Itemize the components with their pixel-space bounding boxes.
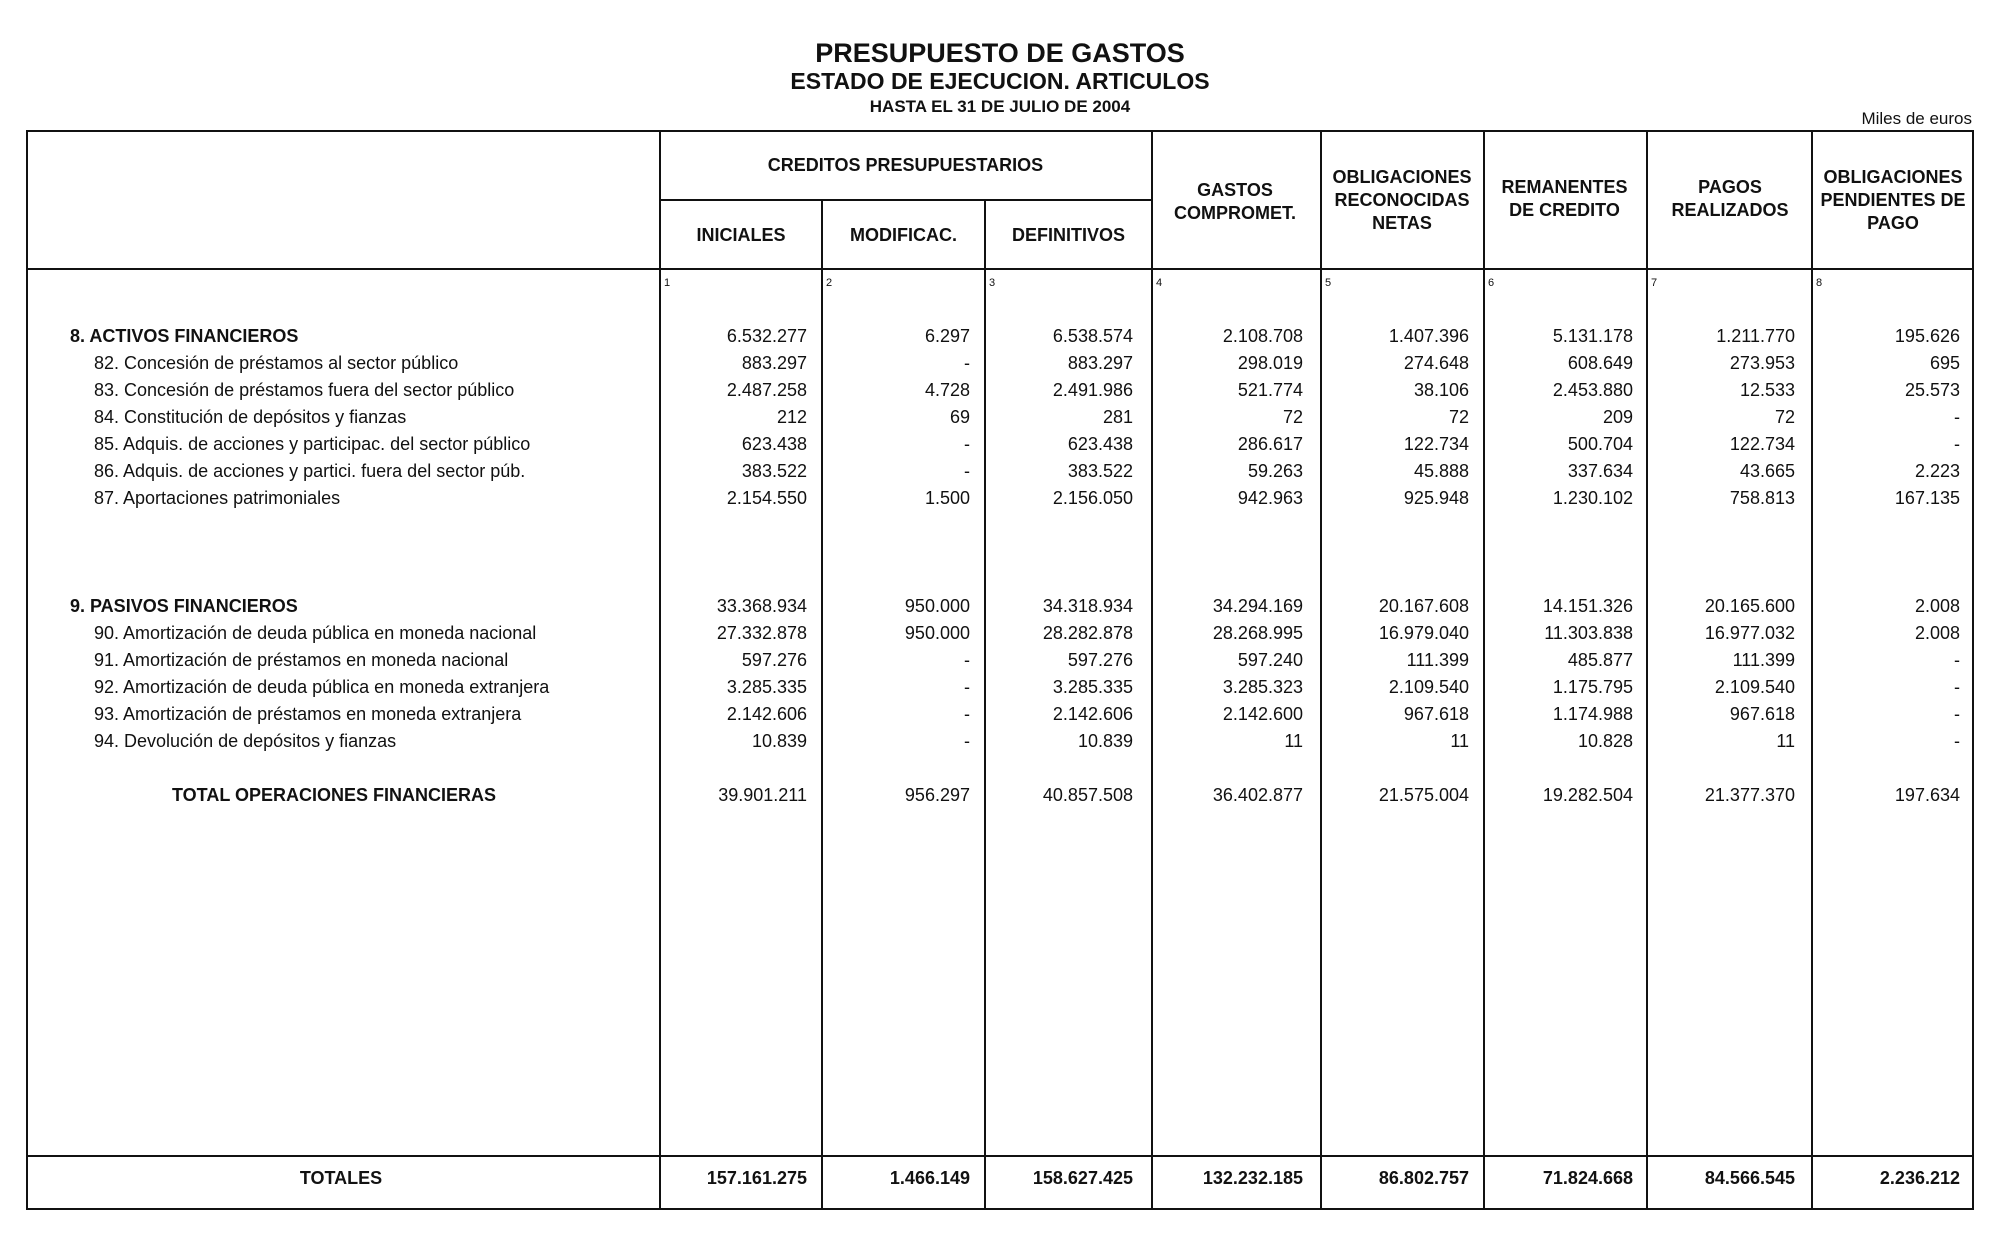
- table-row: [26, 326, 1974, 353]
- units-label: Miles de euros: [1861, 109, 1972, 128]
- row-value: 212: [776, 407, 807, 427]
- row-value: 883.297: [741, 353, 807, 373]
- row-label: 93. Amortización de préstamos en moneda extranjera: [94, 704, 522, 724]
- row-value: 2.142.606: [726, 704, 807, 724]
- row-value: 597.276: [1067, 650, 1133, 670]
- group-header-rule: [660, 199, 1152, 201]
- row-value: 2.008: [1914, 596, 1960, 616]
- row-value: 34.294.169: [1212, 596, 1303, 616]
- period-label: HASTA EL 31 DE JULIO DE 2004: [869, 97, 1131, 116]
- row-value: 11: [1776, 731, 1795, 751]
- row-value: 2.142.600: [1222, 704, 1303, 724]
- totals-value: 71.824.668: [1542, 1168, 1633, 1188]
- table-row: [26, 353, 1974, 380]
- row-value: 695: [1929, 353, 1960, 373]
- row-label: 90. Amortización de deuda pública en moneda nacional: [94, 623, 537, 643]
- row-value: 337.634: [1567, 461, 1633, 481]
- row-label: 94. Devolución de depósitos y fianzas: [94, 731, 397, 751]
- row-label: 82. Concesión de préstamos al sector público: [94, 353, 459, 373]
- column-number: 3: [989, 277, 996, 289]
- row-value: 1.230.102: [1552, 488, 1633, 508]
- table-row: [26, 731, 1974, 758]
- totals-top-rule: [26, 1155, 1974, 1157]
- row-value: 12.533: [1739, 380, 1795, 400]
- row-value: 597.240: [1237, 650, 1303, 670]
- row-value: 33.368.934: [716, 596, 807, 616]
- row-value: 758.813: [1729, 488, 1795, 508]
- row-value: 21.377.370: [1704, 785, 1795, 805]
- row-value: 167.135: [1894, 488, 1960, 508]
- row-value: 72: [1774, 407, 1795, 427]
- row-value: 950.000: [904, 596, 970, 616]
- row-value: 883.297: [1067, 353, 1133, 373]
- totals-value: 1.466.149: [889, 1168, 970, 1188]
- row-value: 298.019: [1237, 353, 1303, 373]
- row-value: -: [1954, 677, 1960, 697]
- column-number: 8: [1816, 277, 1823, 289]
- row-label: 9. PASIVOS FINANCIEROS: [70, 596, 298, 616]
- row-value: 43.665: [1739, 461, 1795, 481]
- table-row: [26, 704, 1974, 731]
- row-value: 28.282.878: [1042, 623, 1133, 643]
- row-value: 274.648: [1403, 353, 1469, 373]
- row-value: 6.297: [924, 326, 970, 346]
- row-value: 59.263: [1247, 461, 1303, 481]
- row-value: 485.877: [1567, 650, 1633, 670]
- row-value: 11.303.838: [1544, 623, 1633, 643]
- header-iniciales: INICIALES: [696, 224, 786, 245]
- row-value: 1.407.396: [1388, 326, 1469, 346]
- row-value: 36.402.877: [1212, 785, 1303, 805]
- row-value: -: [1954, 731, 1960, 751]
- header-modificac: MODIFICAC.: [850, 224, 957, 245]
- row-label: 87. Aportaciones patrimoniales: [94, 488, 341, 508]
- row-value: -: [1954, 407, 1960, 427]
- row-value: -: [964, 434, 970, 454]
- header-obligaciones-pendientes: OBLIGACIONES PENDIENTES DE PAGO: [1820, 166, 1966, 233]
- row-label: 86. Adquis. de acciones y partici. fuera del sector púb.: [94, 461, 526, 481]
- table-row: [26, 650, 1974, 677]
- row-value: 500.704: [1567, 434, 1633, 454]
- row-label: 84. Constitución de depósitos y fianzas: [94, 407, 407, 427]
- table-row: [26, 623, 1974, 650]
- row-value: 2.491.986: [1052, 380, 1133, 400]
- row-value: 2.008: [1914, 623, 1960, 643]
- row-value: -: [1954, 650, 1960, 670]
- row-value: 1.211.770: [1716, 326, 1795, 346]
- row-value: 38.106: [1413, 380, 1469, 400]
- row-value: 4.728: [924, 380, 970, 400]
- row-value: 40.857.508: [1042, 785, 1133, 805]
- row-value: 72: [1448, 407, 1469, 427]
- row-value: 10.839: [1077, 731, 1133, 751]
- row-value: 967.618: [1729, 704, 1795, 724]
- header-obligaciones-reconocidas: OBLIGACIONES RECONOCIDAS NETAS: [1332, 166, 1472, 233]
- row-value: 20.167.608: [1378, 596, 1469, 616]
- table-row: [26, 785, 1974, 812]
- totals-label: TOTALES: [299, 1168, 383, 1188]
- row-value: 195.626: [1894, 326, 1960, 346]
- row-value: 967.618: [1403, 704, 1469, 724]
- row-value: 19.282.504: [1542, 785, 1633, 805]
- row-value: -: [964, 731, 970, 751]
- page-title: PRESUPUESTO DE GASTOS: [815, 38, 1185, 68]
- totals-value: 157.161.275: [706, 1168, 807, 1188]
- row-value: 2.223: [1914, 461, 1960, 481]
- row-value: 2.487.258: [726, 380, 807, 400]
- row-value: 21.575.004: [1378, 785, 1469, 805]
- row-value: 2.156.050: [1052, 488, 1133, 508]
- row-value: 197.634: [1894, 785, 1960, 805]
- row-value: 956.297: [904, 785, 970, 805]
- table-row: [26, 434, 1974, 461]
- table-row: [26, 677, 1974, 704]
- row-value: -: [1954, 434, 1960, 454]
- table-row: [26, 407, 1974, 434]
- row-value: 925.948: [1403, 488, 1469, 508]
- row-value: 27.332.878: [716, 623, 807, 643]
- row-value: 5.131.178: [1552, 326, 1633, 346]
- row-value: 6.532.277: [726, 326, 807, 346]
- totals-value: 132.232.185: [1202, 1168, 1303, 1188]
- row-value: -: [1954, 704, 1960, 724]
- row-value: 111.399: [1732, 650, 1795, 670]
- row-value: 383.522: [741, 461, 807, 481]
- row-value: 281: [1102, 407, 1133, 427]
- row-value: 209: [1602, 407, 1633, 427]
- row-value: 2.109.540: [1714, 677, 1795, 697]
- header-remanentes-credito: REMANENTES DE CREDITO: [1501, 177, 1628, 220]
- row-value: 45.888: [1413, 461, 1469, 481]
- row-value: 16.977.032: [1704, 623, 1795, 643]
- column-number: 7: [1651, 277, 1658, 289]
- row-value: 10.828: [1577, 731, 1633, 751]
- row-value: -: [964, 461, 970, 481]
- row-value: 2.154.550: [726, 488, 807, 508]
- row-value: 72: [1282, 407, 1303, 427]
- column-number: 2: [826, 277, 833, 289]
- column-number: 5: [1325, 277, 1332, 289]
- header-definitivos: DEFINITIVOS: [1011, 224, 1125, 245]
- header-gastos-compromet: GASTOS COMPROMET.: [1173, 180, 1296, 223]
- row-value: 122.734: [1729, 434, 1795, 454]
- row-value: 1.175.795: [1552, 677, 1633, 697]
- row-value: -: [964, 677, 970, 697]
- row-value: 6.538.574: [1052, 326, 1133, 346]
- table-row: [26, 461, 1974, 488]
- row-value: 122.734: [1403, 434, 1469, 454]
- row-label: 8. ACTIVOS FINANCIEROS: [70, 326, 299, 346]
- row-label: 91. Amortización de préstamos en moneda nacional: [94, 650, 509, 670]
- row-value: 286.617: [1237, 434, 1303, 454]
- row-value: 14.151.326: [1542, 596, 1633, 616]
- row-value: 11: [1450, 731, 1469, 751]
- row-value: 3.285.335: [726, 677, 807, 697]
- row-value: 3.285.335: [1052, 677, 1133, 697]
- totals-value: 2.236.212: [1879, 1168, 1960, 1188]
- row-value: 608.649: [1567, 353, 1633, 373]
- row-label: TOTAL OPERACIONES FINANCIERAS: [172, 785, 497, 805]
- row-value: 950.000: [904, 623, 970, 643]
- table-row: [26, 380, 1974, 407]
- row-value: -: [964, 704, 970, 724]
- row-value: 28.268.995: [1212, 623, 1303, 643]
- table-row: [26, 596, 1974, 623]
- table-row: [26, 488, 1974, 515]
- row-value: 623.438: [1067, 434, 1133, 454]
- row-value: 2.142.606: [1052, 704, 1133, 724]
- row-value: -: [964, 650, 970, 670]
- row-value: 1.174.988: [1552, 704, 1633, 724]
- totals-value: 158.627.425: [1032, 1168, 1133, 1188]
- column-number: 6: [1488, 277, 1495, 289]
- row-value: 16.979.040: [1378, 623, 1469, 643]
- row-value: 383.522: [1067, 461, 1133, 481]
- row-value: -: [964, 353, 970, 373]
- row-value: 25.573: [1904, 380, 1960, 400]
- row-label: 83. Concesión de préstamos fuera del sector público: [94, 380, 515, 400]
- row-value: 1.500: [924, 488, 970, 508]
- row-value: 20.165.600: [1704, 596, 1795, 616]
- column-number: 1: [664, 277, 671, 289]
- row-value: 11: [1284, 731, 1303, 751]
- row-value: 597.276: [741, 650, 807, 670]
- row-value: 2.109.540: [1388, 677, 1469, 697]
- row-value: 273.953: [1729, 353, 1795, 373]
- row-value: 521.774: [1237, 380, 1303, 400]
- header-pagos-realizados: PAGOS REALIZADOS: [1671, 177, 1789, 220]
- page-subtitle: ESTADO DE EJECUCION. ARTICULOS: [790, 68, 1210, 94]
- row-value: 2.453.880: [1552, 380, 1633, 400]
- row-value: 39.901.211: [718, 785, 807, 805]
- row-value: 69: [949, 407, 970, 427]
- totals-value: 84.566.545: [1704, 1168, 1795, 1188]
- row-label: 92. Amortización de deuda pública en moneda extranjera: [94, 677, 550, 697]
- totals-value: 86.802.757: [1378, 1168, 1469, 1188]
- header-bottom-rule: [26, 268, 1974, 270]
- row-value: 3.285.323: [1222, 677, 1303, 697]
- row-value: 2.108.708: [1222, 326, 1303, 346]
- row-value: 623.438: [741, 434, 807, 454]
- row-label: 85. Adquis. de acciones y participac. del sector público: [94, 434, 531, 454]
- row-value: 942.963: [1237, 488, 1303, 508]
- row-value: 34.318.934: [1042, 596, 1133, 616]
- row-value: 10.839: [751, 731, 807, 751]
- row-value: 111.399: [1406, 650, 1469, 670]
- column-number: 4: [1156, 277, 1163, 289]
- header-creditos-presupuestarios: CREDITOS PRESUPUESTARIOS: [767, 154, 1044, 175]
